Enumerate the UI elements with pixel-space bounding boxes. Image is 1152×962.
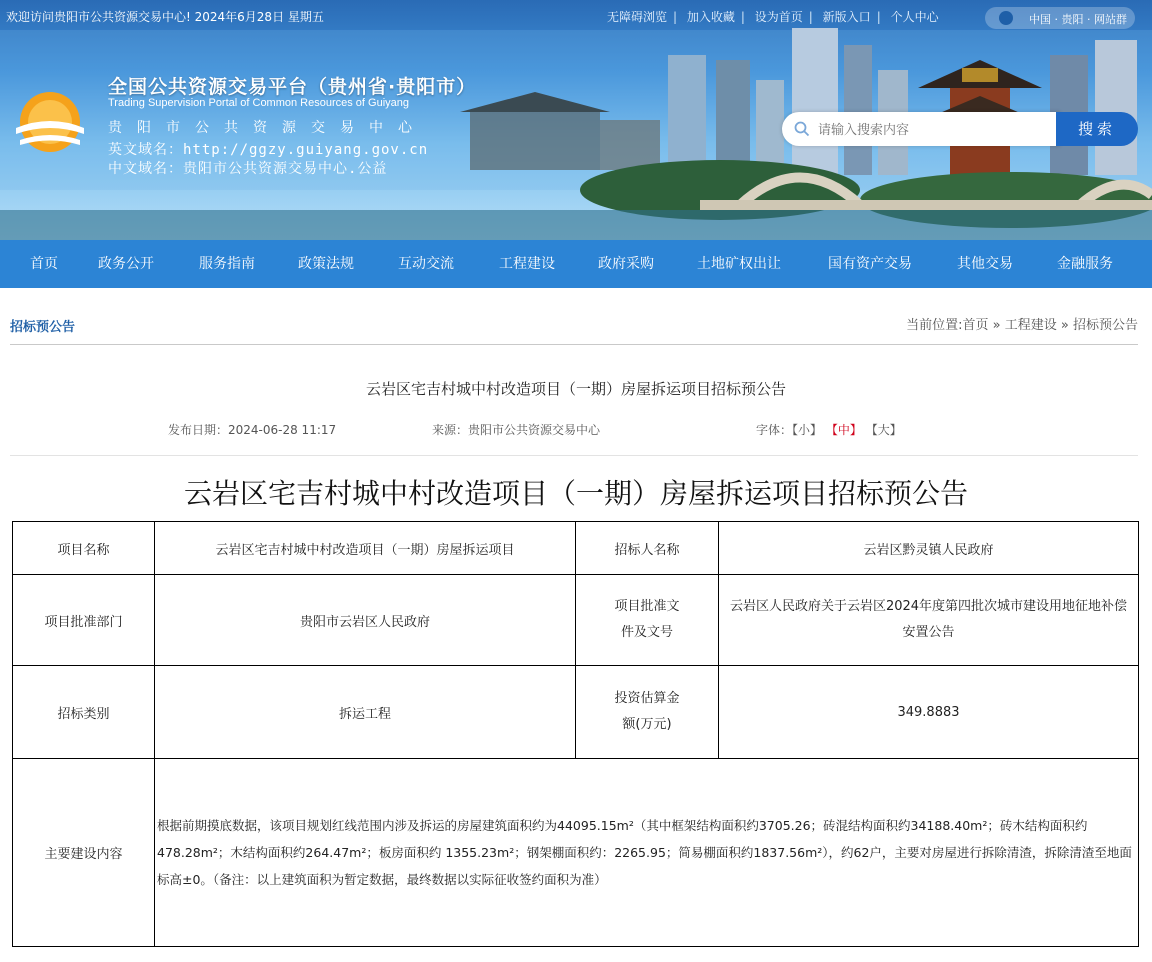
site-group-label: 中国 · 贵阳 · 网站群 (1029, 13, 1127, 26)
nav-item-state-assets[interactable]: 国有资产交易 (828, 256, 912, 272)
table-label: 招标类别 (13, 666, 155, 759)
platform-title: 全国公共资源交易平台（贵州省·贵阳市） (108, 76, 477, 98)
logo-icon (10, 84, 90, 164)
table-label (576, 575, 719, 666)
table-label: 项目批准部门 (13, 575, 155, 666)
search-input[interactable] (816, 118, 1050, 142)
section-title: 招标预公告 (10, 320, 76, 335)
font-small-button[interactable]: 【小】 (792, 423, 823, 437)
table-row (13, 759, 1139, 947)
platform-subtitle-en: Trading Supervision Portal of Common Resources of Guiyang (108, 97, 410, 109)
nav-item-policies[interactable]: 政策法规 (298, 256, 354, 272)
set-homepage-link[interactable]: 设为首页 (754, 10, 803, 24)
table-label (576, 666, 719, 759)
table-row (13, 522, 1139, 575)
welcome-text: 欢迎访问贵阳市公共资源交易中心! 2024年6月28日 星期五 (6, 10, 324, 24)
nav-item-land-mining[interactable]: 土地矿权出让 (697, 256, 781, 272)
table-value: 云岩区宅吉村城中村改造项目（一期）房屋拆运项目 (155, 522, 576, 575)
font-medium-button[interactable]: 【中】 (825, 423, 862, 437)
font-size-label: 字体： (756, 423, 793, 437)
domain-en: 英文域名：http://ggzy.guiyang.gov.cn (108, 142, 429, 158)
table-value: 云岩区黔灵镇人民政府 (719, 522, 1139, 575)
table-label-line: 项目批准文 (614, 599, 680, 614)
divider (10, 455, 1138, 456)
center-name: 贵阳市公共资源交易中心 (108, 120, 427, 136)
personal-center-link[interactable]: 个人中心 (890, 10, 939, 24)
table-value: 贵阳市云岩区人民政府 (155, 575, 576, 666)
nav-item-engineering[interactable]: 工程建设 (499, 256, 555, 272)
top-bar (0, 0, 1152, 30)
globe-icon (999, 11, 1013, 25)
nav-item-service-guide[interactable]: 服务指南 (199, 256, 255, 272)
domain-cn: 中文域名：贵阳市公共资源交易中心.公益 (108, 161, 388, 177)
table-label-line: 投资估算金 (614, 691, 680, 706)
table-value-line: 云岩区人民政府关于云岩区2024年度第四批次城市建设用地征地补偿 (729, 599, 1128, 614)
table-label: 项目名称 (13, 522, 155, 575)
nav-item-procurement[interactable]: 政府采购 (598, 256, 654, 272)
document-title: 云岩区宅吉村城中村改造项目（一期）房屋拆运项目招标预公告 (183, 477, 968, 510)
table-label: 招标人名称 (576, 522, 719, 575)
project-info-table (12, 521, 1139, 947)
new-version-link[interactable]: 新版入口 (822, 10, 871, 24)
article-title: 云岩区宅吉村城中村改造项目（一期）房屋拆运项目招标预公告 (365, 380, 786, 398)
search-button[interactable]: 搜索 (1056, 112, 1138, 146)
table-label-line: 件及文号 (620, 625, 673, 640)
table-row (13, 666, 1139, 759)
table-label-line: 额(万元) (622, 717, 672, 732)
table-value-line: 安置公告 (902, 625, 955, 640)
top-links: 无障碍浏览 | 加入收藏 | 设为首页 | 新版入口 | 个人中心 (607, 10, 939, 24)
table-value: 根据前期摸底数据，该项目规划红线范围内涉及拆运的房屋建筑面积约为44095.15m²（其中框架结构面积约3705.26；砖混结构面积约34188.40m²；砖木结构面积约478.28m²；木结构面积约264.47m²；板房面积约 1355.23m²；钢架棚面积约：2265.95；简易棚面积约1837.56m²），约62户，主要对房屋进行拆除清渣，拆除清渣至地面标高±0。（备注：以上建筑面积为暂定数据，最终数据以实际征收签约面积为准） (155, 759, 1139, 947)
nav-item-finance[interactable]: 金融服务 (1057, 256, 1113, 272)
main-nav (0, 240, 1152, 288)
site-header (0, 0, 1152, 240)
nav-item-home[interactable]: 首页 (30, 256, 58, 272)
font-large-button[interactable]: 【大】 (865, 423, 902, 437)
publish-date: 发布日期：2024-06-28 11:17 (168, 423, 337, 437)
site-group-selector[interactable] (985, 7, 1135, 29)
breadcrumb[interactable]: 当前位置:首页 » 工程建设 » 招标预公告 (906, 318, 1138, 333)
nav-item-other-trading[interactable]: 其他交易 (957, 256, 1013, 272)
nav-item-gov-affairs[interactable]: 政务公开 (98, 256, 154, 272)
table-label: 主要建设内容 (13, 759, 155, 947)
table-value (719, 575, 1139, 666)
table-row (13, 575, 1139, 666)
table-value: 拆运工程 (155, 666, 576, 759)
font-size-switcher (756, 421, 902, 438)
nav-item-interaction[interactable]: 互动交流 (398, 256, 454, 272)
article-source: 来源：贵阳市公共资源交易中心 (432, 423, 601, 437)
section-header (10, 306, 1138, 345)
search-box (782, 112, 1060, 146)
accessibility-link[interactable]: 无障碍浏览 (607, 10, 668, 24)
add-favorite-link[interactable]: 加入收藏 (686, 10, 735, 24)
table-value: 349.8883 (719, 666, 1139, 759)
search-icon (794, 121, 810, 137)
